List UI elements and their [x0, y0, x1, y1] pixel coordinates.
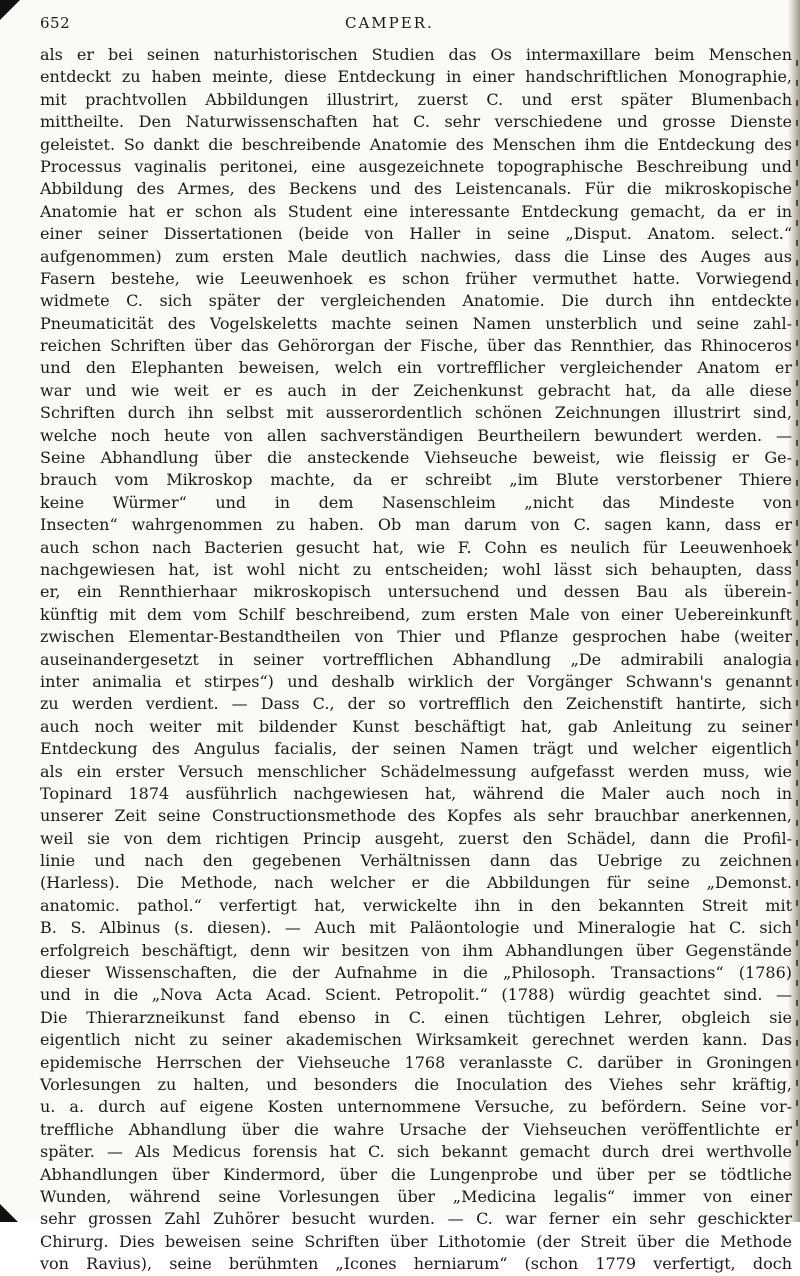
- text-line: Fasern bestehe, wie Leeuwenhoek es schon früher vermuthet hatte. Vorwiegend: [40, 268, 792, 288]
- text-line: einer seiner Dissertationen (beide von Haller in seine „Disput. Anatom. select.“: [40, 224, 792, 244]
- text-line: auch noch weiter mit bildender Kunst beschäftigt hat, gab Anleitung zu seiner: [40, 716, 792, 736]
- text-line: und in die „Nova Acta Acad. Scient. Petropolit.“ (1788) würdig geachtet sind. —: [40, 985, 792, 1005]
- text-line: Die Thierarzneikunst fand ebenso in C. einen tüchtigen Lehrer, obgleich sie: [40, 1007, 792, 1027]
- text-line: dieser Wissenschaften, die der Aufnahme in die „Philosoph. Transactions“ (1786): [40, 963, 792, 983]
- text-line: Vorlesungen zu halten, und besonders die Inoculation des Viehes sehr kräftig,: [40, 1074, 792, 1094]
- text-line: als ein erster Versuch menschlicher Schädelmessung aufgefasst werden muss, wie: [40, 761, 792, 781]
- text-line: keine Würmer“ und in dem Nasenschleim „nicht das Mindeste von: [40, 492, 792, 512]
- text-line: mit prachtvollen Abbildungen illustrirt, zuerst C. und erst später Blumenbach: [40, 89, 792, 109]
- text-line: Pneumaticität des Vogelskeletts machte seinen Namen unsterblich und seine zahl-: [40, 313, 792, 333]
- text-line: entdeckt zu haben meinte, diese Entdeckung in einer handschriftlichen Monographie,: [40, 67, 792, 87]
- text-line: künftig mit dem vom Schilf beschreibend, zum ersten Male von einer Uebereinkunft: [40, 604, 792, 624]
- text-line: welche noch heute von allen sachverständigen Beurtheilern bewundert werden. —: [40, 425, 792, 445]
- text-line: Abhandlungen über Kindermord, über die Lungenprobe und über per se tödtliche: [40, 1164, 792, 1184]
- body-text: [40, 44, 792, 1275]
- text-line: Seine Abhandlung über die ansteckende Viehseuche beweist, wie fleissig er Ge-: [40, 448, 792, 468]
- text-line: später. — Als Medicus forensis hat C. sich bekannt gemacht durch drei werthvolle: [40, 1142, 792, 1162]
- text-line: treffliche Abhandlung über die wahre Ursache der Viehseuchen veröffentlichte er: [40, 1119, 792, 1139]
- text-line: sehr grossen Zahl Zuhörer besucht wurden. — C. war ferner ein sehr geschickter: [40, 1209, 792, 1229]
- text-line: auch schon nach Bacterien gesucht hat, wie F. Cohn es neulich für Leeuwenhoek: [40, 537, 792, 557]
- text-line: (Harless). Die Methode, nach welcher er die Abbildungen für seine „Demonst.: [40, 873, 792, 893]
- text-line: zwischen Elementar-Bestandtheilen von Thier und Pflanze gesprochen habe (weiter: [40, 627, 792, 647]
- text-line: Topinard 1874 ausführlich nachgewiesen hat, während die Maler auch noch in: [40, 783, 792, 803]
- text-line: geleistet. So dankt die beschreibende Anatomie des Menschen ihm die Entdeckung des: [40, 134, 792, 154]
- text-line: nachgewiesen hat, ist wohl nicht zu entscheiden; wohl lässt sich behaupten, dass: [40, 559, 792, 579]
- text-line: eigentlich nicht zu seiner akademischen Wirksamkeit gerechnet werden kann. Das: [40, 1030, 792, 1050]
- text-line: er, ein Rennthierhaar mikroskopisch untersuchend und dessen Bau als überein-: [40, 582, 792, 602]
- text-line: brauch vom Mikroskop machte, da er schreibt „im Blute verstorbener Thiere: [40, 470, 792, 490]
- scan-corner-mark: [0, 0, 20, 20]
- text-line: von Ravius), seine berühmten „Icones herniarum“ (schon 1779 verfertigt, doch: [40, 1254, 792, 1274]
- text-line: zu werden verdient. — Dass C., der so vortrefflich den Zeichenstift hantirte, sich: [40, 694, 792, 714]
- page-header: [40, 14, 780, 36]
- text-line: Anatomie hat er schon als Student eine interessante Entdeckung gemacht, da er in: [40, 201, 792, 221]
- text-line: widmete C. sich später der vergleichenden Anatomie. Die durch ihn entdeckte: [40, 291, 792, 311]
- text-line: als er bei seinen naturhistorischen Studien das Os intermaxillare beim Menschen: [40, 45, 792, 64]
- text-line: weil sie von dem richtigen Princip ausgeht, zuerst den Schädel, dann die Profil-: [40, 828, 792, 848]
- text-line: u. a. durch auf eigene Kosten unternommene Versuche, zu befördern. Seine vor-: [40, 1097, 792, 1117]
- text-line: war und wie weit er es auch in der Zeichenkunst gebracht hat, da alle diese: [40, 380, 792, 400]
- text-line: reichen Schriften über das Gehörorgan der Fische, über das Rennthier, das Rhinoceros: [40, 336, 792, 356]
- text-line: Schriften durch ihn selbst mit ausserordentlich schönen Zeichnungen illustrirt sind,: [40, 403, 792, 423]
- text-line: epidemische Herrschen der Viehseuche 1768 veranlasste C. darüber in Groningen: [40, 1052, 792, 1072]
- text-line: Insecten“ wahrgenommen zu haben. Ob man darum von C. sagen kann, dass er: [40, 515, 792, 535]
- text-line: Wunden, während seine Vorlesungen über „Medicina legalis“ immer von einer: [40, 1186, 792, 1206]
- text-line: Abbildung des Armes, des Beckens und des Leistencanals. Für die mikroskopische: [40, 179, 792, 199]
- text-line: aufgenommen) zum ersten Male deutlich nachwies, dass die Linse des Auges aus: [40, 246, 792, 266]
- text-line: inter animalia et stirpes“) und deshalb wirklich der Vorgänger Schwann's genannt: [40, 671, 792, 691]
- text-line: und den Elephanten beweisen, welch ein vortrefflicher vergleichender Anatom er: [40, 358, 792, 378]
- page-number: 652: [40, 14, 71, 32]
- text-line: auseinandergesetzt in seiner vortrefflichen Abhandlung „De admirabili analogia: [40, 649, 792, 669]
- text-line: linie und nach den gegebenen Verhältnissen dann das Uebrige zu zeichnen: [40, 851, 792, 871]
- text-line: unserer Zeit seine Constructionsmethode des Kopfes als sehr brauchbar anerkennen,: [40, 806, 792, 826]
- text-line: Entdeckung des Angulus facialis, der seinen Namen trägt und welcher eigentlich: [40, 739, 792, 759]
- text-line: B. S. Albinus (s. diesen). — Auch mit Paläontologie und Mineralogie hat C. sich: [40, 918, 792, 938]
- text-line: mittheilte. Den Naturwissenschaften hat C. sehr verschiedene und grosse Dienste: [40, 112, 792, 132]
- text-line: Processus vaginalis peritonei, eine ausgezeichnete topographische Beschreibung und: [40, 156, 792, 176]
- text-line: Chirurg. Dies beweisen seine Schriften über Lithotomie (der Streit über die Methode: [40, 1231, 792, 1251]
- scan-bottom-corner-mark: [0, 1204, 18, 1222]
- running-head: CAMPER.: [345, 14, 434, 32]
- text-line: erfolgreich beschäftigt, denn wir besitzen von ihm Abhandlungen über Gegenstände: [40, 940, 792, 960]
- text-line: anatomic. pathol.“ verfertigt hat, verwickelte ihn in den bekannten Streit mit: [40, 895, 792, 915]
